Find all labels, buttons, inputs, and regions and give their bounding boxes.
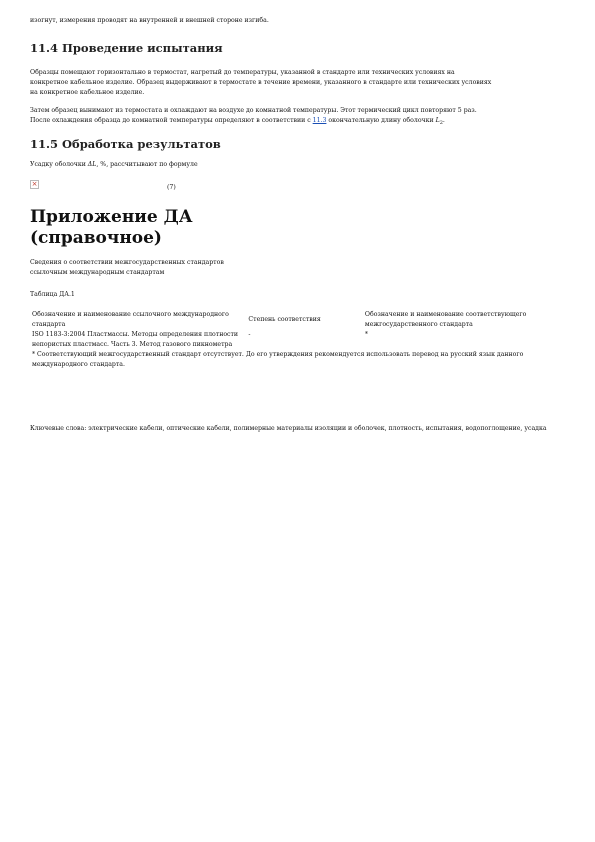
clause-11-3-link[interactable]: 11.3 (312, 117, 327, 124)
appendix-title: Приложение ДА (справочное) (30, 207, 193, 248)
section-11-4-paragraph-1: Образцы помещают горизонтально в термостат, нагретый до температуры, указанной в стандарте или технических условиях на конкретное кабельное изделие. Образец выдерживают в термостате в течение времени, указанного в стандарте или технических условиях на конкретное кабельное изделие. (30, 69, 492, 96)
table-caption: Таблица ДА.1 (30, 291, 75, 298)
table-header-cell: Обозначение и наименование ссылочного международного стандарта (32, 311, 229, 328)
table-footnote: * Соответствующий межгосударственный стандарт отсутствует. До его утверждения рекомендуется использовать перевод на русский язык данного международного стандарта. (32, 351, 524, 368)
table-header-cell: Степень соответствия (248, 316, 321, 323)
section-11-5-title: 11.5 Обработка результатов (30, 137, 221, 151)
keywords: Ключевые слова: электрические кабели, оптические кабели, полимерные материалы изоляции и оболочек, плотность, испытания, водопоглощение, усадка (30, 425, 547, 432)
correspondence-table (30, 310, 550, 370)
table-header-cell: Обозначение и наименование соответствующего межгосударственного стандарта (364, 311, 527, 328)
table-cell: * (364, 331, 369, 338)
section-11-4-title: 11.4 Проведение испытания (30, 41, 223, 55)
table-header-row (30, 310, 550, 330)
table-row (30, 330, 550, 350)
table-footnote-row (30, 350, 550, 370)
section-11-4-paragraph-2: Затем образец вынимают из термостата и охлаждают на воздухе до комнатной температуры. Этот термический цикл повторяют 5 раз. После охлаждения образца до комнатной температуры определяют в соответствии с 11.3 окончательную длину оболочки $L_2$. (30, 107, 477, 127)
intro-text: изогнут, измерения проводят на внутренней и внешней стороне изгиба. (30, 17, 269, 24)
formula-number: (7) (167, 184, 176, 191)
appendix-subtitle: Сведения о соответствии межгосударственных стандартов ссылочным международным стандартам (30, 259, 224, 276)
table-cell: - (248, 331, 251, 338)
table-cell: ISO 1183-3:2004 Пластмассы. Методы определения плотности непористых пластмасс. Часть 3. Метод газового пикнометра (32, 331, 239, 348)
broken-image-icon: × (31, 180, 38, 188)
formula-intro: Усадку оболочки ΔL, %, рассчитывают по формуле (30, 161, 198, 168)
